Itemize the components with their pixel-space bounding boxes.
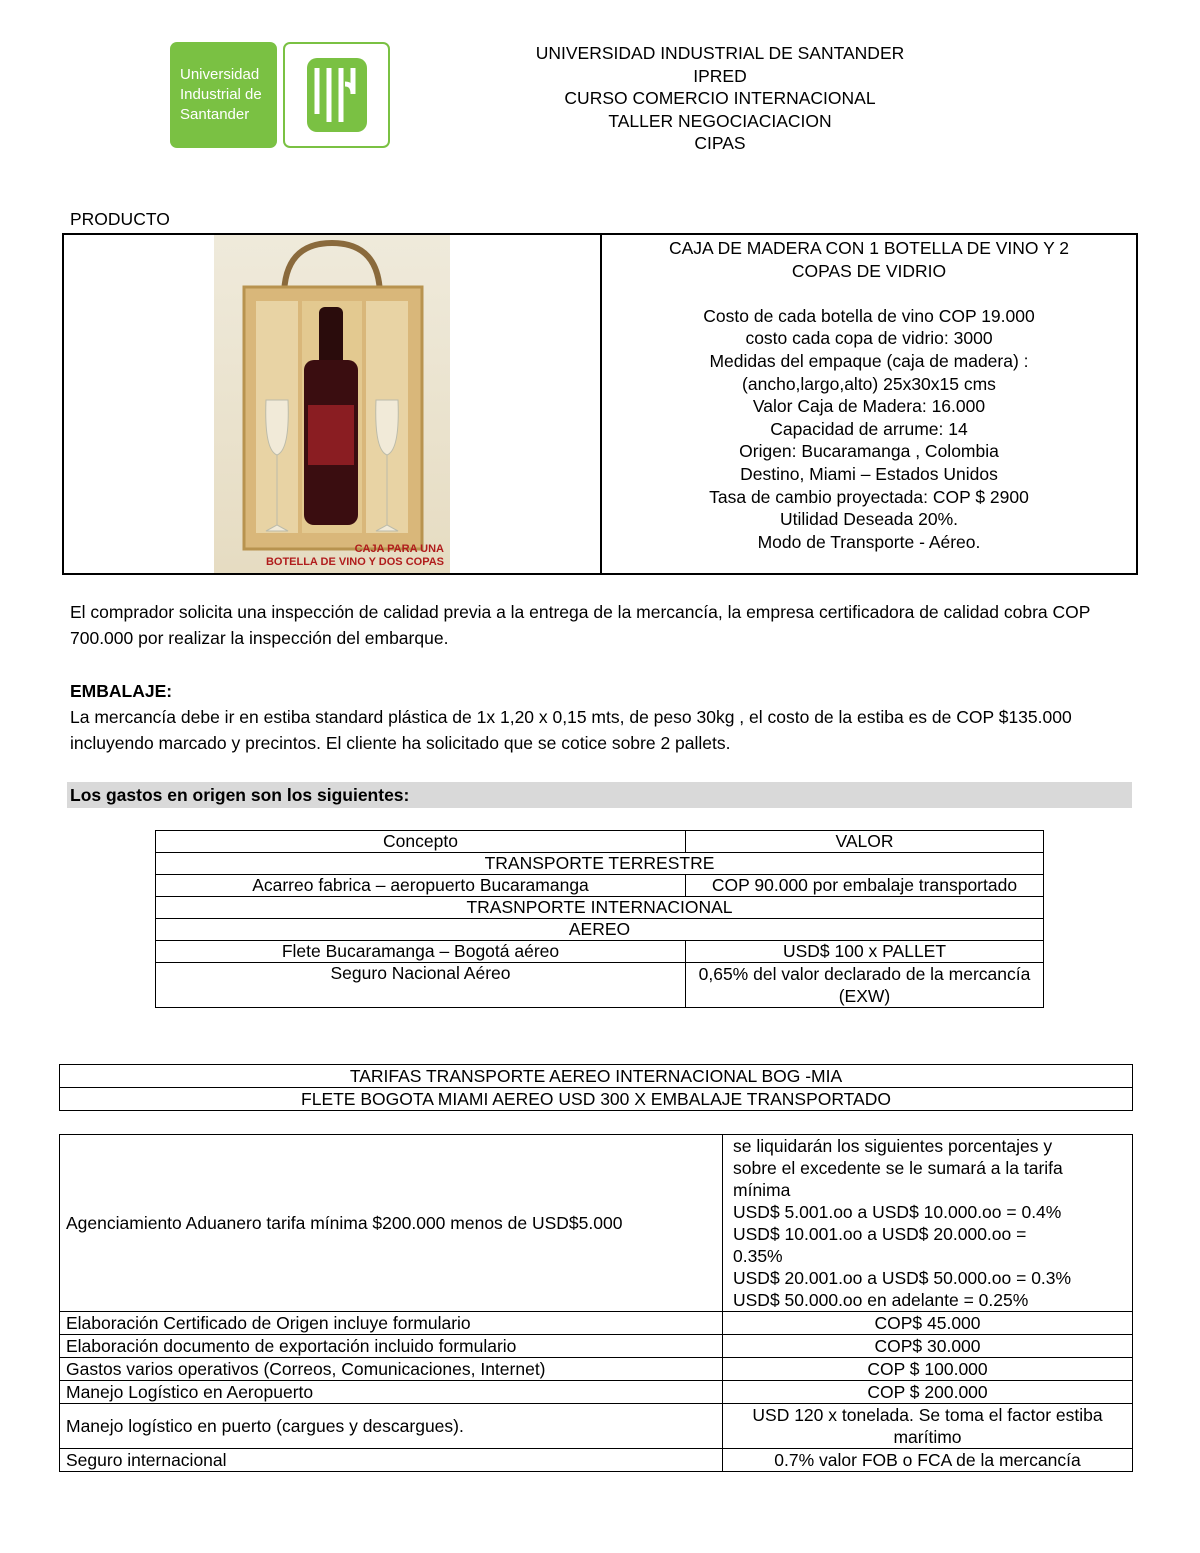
table-row xyxy=(156,853,1044,875)
table-row xyxy=(60,1135,1133,1312)
product-specs-cell xyxy=(601,234,1137,574)
uis-logo-mark xyxy=(283,42,390,148)
cell-label: Elaboración documento de exportación incluido formulario xyxy=(60,1335,723,1358)
spec-line: Valor Caja de Madera: 16.000 xyxy=(752,396,986,417)
cell-label: Manejo logístico en puerto (cargues y descargues). xyxy=(60,1404,723,1449)
cell-label: Gastos varios operativos (Correos, Comunicaciones, Internet) xyxy=(60,1358,723,1381)
header-valor: VALOR xyxy=(686,831,1044,853)
cell-label: Seguro internacional xyxy=(60,1449,723,1472)
spec-line: COPAS DE VIDRIO xyxy=(791,260,947,281)
section-terrestre: TRANSPORTE TERRESTRE xyxy=(156,853,1044,875)
section-aereo: AEREO xyxy=(156,919,1044,941)
cell-valor: COP 90.000 por embalaje transportado xyxy=(686,875,1044,897)
image-caption xyxy=(266,543,444,569)
uis-mark-icon xyxy=(285,44,388,146)
cell-value: COP $ 200.000 xyxy=(723,1381,1133,1404)
section-internacional: TRASNPORTE INTERNACIONAL xyxy=(156,897,1044,919)
table-row xyxy=(156,831,1044,853)
table-row xyxy=(60,1088,1133,1111)
gastos-title: Los gastos en origen son los siguientes: xyxy=(70,785,410,805)
spec-line: Destino, Miami – Estados Unidos xyxy=(740,463,998,484)
table-row xyxy=(156,963,1044,1008)
image-caption-line: CAJA PARA UNA xyxy=(354,543,444,555)
spec-line: (ancho,largo,alto) 25x30x15 cms xyxy=(742,373,996,394)
cell-concepto: Acarreo fabrica – aeropuerto Bucaramanga xyxy=(156,875,686,897)
table-row xyxy=(60,1312,1133,1335)
costos-table xyxy=(59,1134,1133,1472)
cell-concepto: Flete Bucaramanga – Bogotá aéreo xyxy=(156,941,686,963)
table-row xyxy=(156,941,1044,963)
header-ipred: IPRED xyxy=(693,65,747,86)
cell-valor: USD$ 100 x PALLET xyxy=(686,941,1044,963)
agenciamiento-line: 0.35% xyxy=(733,1246,783,1266)
document-header xyxy=(480,42,960,155)
product-image-cell xyxy=(63,234,601,574)
tarifas-table xyxy=(59,1064,1133,1111)
spec-line: Capacidad de arrume: 14 xyxy=(770,418,968,439)
spec-line: Origen: Bucaramanga , Colombia xyxy=(739,441,999,462)
header-cipas: CIPAS xyxy=(694,133,746,153)
spec-line: CAJA DE MADERA CON 1 BOTELLA DE VINO Y 2 xyxy=(668,238,1070,258)
table-row xyxy=(156,897,1044,919)
cell-value: 0.7% valor FOB o FCA de la mercancía xyxy=(723,1449,1133,1472)
table-row xyxy=(156,875,1044,897)
header-workshop: TALLER NEGOCIACIACION xyxy=(608,110,832,131)
university-logo xyxy=(170,42,277,148)
agenciamiento-line: USD$ 10.001.oo a USD$ 20.000.oo = xyxy=(733,1224,1027,1244)
embalaje-title: EMBALAJE: xyxy=(70,681,173,701)
cell-label: Elaboración Certificado de Origen incluye formulario xyxy=(60,1312,723,1335)
header-concepto: Concepto xyxy=(156,831,686,853)
table-row xyxy=(60,1381,1133,1404)
header-course: CURSO COMERCIO INTERNACIONAL xyxy=(564,88,876,108)
table-row xyxy=(60,1065,1133,1088)
spec-line: Modo de Transporte - Aéreo. xyxy=(757,531,981,552)
cell-value: COP$ 45.000 xyxy=(723,1312,1133,1335)
cell-concepto: Seguro Nacional Aéreo xyxy=(156,963,686,1008)
cell-value: USD 120 x tonelada. Se toma el factor estiba marítimo xyxy=(723,1404,1133,1449)
agenciamiento-value xyxy=(723,1135,1133,1312)
agenciamiento-label: Agenciamiento Aduanero tarifa mínima $200.000 menos de USD$5.000 xyxy=(60,1135,723,1312)
product-table xyxy=(62,233,1138,575)
spec-line: Medidas del empaque (caja de madera) : xyxy=(709,350,1029,371)
agenciamiento-line: USD$ 20.001.oo a USD$ 50.000.oo = 0.3% xyxy=(733,1268,1072,1288)
spec-line xyxy=(602,282,1136,305)
cell-value: COP $ 100.000 xyxy=(723,1358,1133,1381)
agenciamiento-line: se liquidarán los siguientes porcentajes y xyxy=(733,1136,1053,1156)
table-row xyxy=(60,1449,1133,1472)
inspeccion-paragraph: El comprador solicita una inspección de calidad previa a la entrega de la mercancía, la empresa certificadora de calidad cobra COP 700.000 por realizar la inspección del embarque. xyxy=(70,602,1091,648)
logo-text-line: Universidad xyxy=(180,66,260,83)
spec-line: Tasa de cambio proyectada: COP $ 2900 xyxy=(709,486,1029,507)
cell-label: Manejo Logístico en Aeropuerto xyxy=(60,1381,723,1404)
agenciamiento-line: mínima xyxy=(733,1180,791,1200)
wine-box-illustration xyxy=(214,235,450,573)
embalaje-paragraph: La mercancía debe ir en estiba standard plástica de 1x 1,20 x 0,15 mts, de peso 30kg , el costo de la estiba es de COP $135.000 incluyendo marcado y precintos. El cliente ha solicitado que se cotice sobre 2 pallets. xyxy=(70,707,1072,753)
agenciamiento-line: USD$ 50.000.oo en adelante = 0.25% xyxy=(733,1290,1029,1310)
spec-line: Costo de cada botella de vino COP 19.000 xyxy=(703,305,1035,326)
producto-label: PRODUCTO xyxy=(70,209,170,229)
table-row xyxy=(60,1404,1133,1449)
tarifas-line: FLETE BOGOTA MIAMI AEREO USD 300 X EMBALAJE TRANSPORTADO xyxy=(60,1088,1133,1111)
table-row xyxy=(60,1335,1133,1358)
table-row xyxy=(60,1358,1133,1381)
header-university: UNIVERSIDAD INDUSTRIAL DE SANTANDER xyxy=(535,43,905,63)
product-photo xyxy=(214,235,450,573)
table-row xyxy=(156,919,1044,941)
image-caption-line: BOTELLA DE VINO Y DOS COPAS xyxy=(265,556,444,568)
cell-value: COP$ 30.000 xyxy=(723,1335,1133,1358)
agenciamiento-line: sobre el excedente se le sumará a la tarifa xyxy=(733,1158,1063,1178)
spec-line: Utilidad Deseada 20%. xyxy=(779,509,959,530)
cell-valor: 0,65% del valor declarado de la mercancía (EXW) xyxy=(686,963,1044,1008)
gastos-table xyxy=(155,830,1044,1008)
logo-text-line: Santander xyxy=(180,106,250,123)
agenciamiento-line: USD$ 5.001.oo a USD$ 10.000.oo = 0.4% xyxy=(733,1202,1062,1222)
tarifas-line: TARIFAS TRANSPORTE AEREO INTERNACIONAL BOG -MIA xyxy=(60,1065,1133,1088)
spec-line: costo cada copa de vidrio: 3000 xyxy=(745,328,993,349)
logo-text-line: Industrial de xyxy=(180,86,262,103)
